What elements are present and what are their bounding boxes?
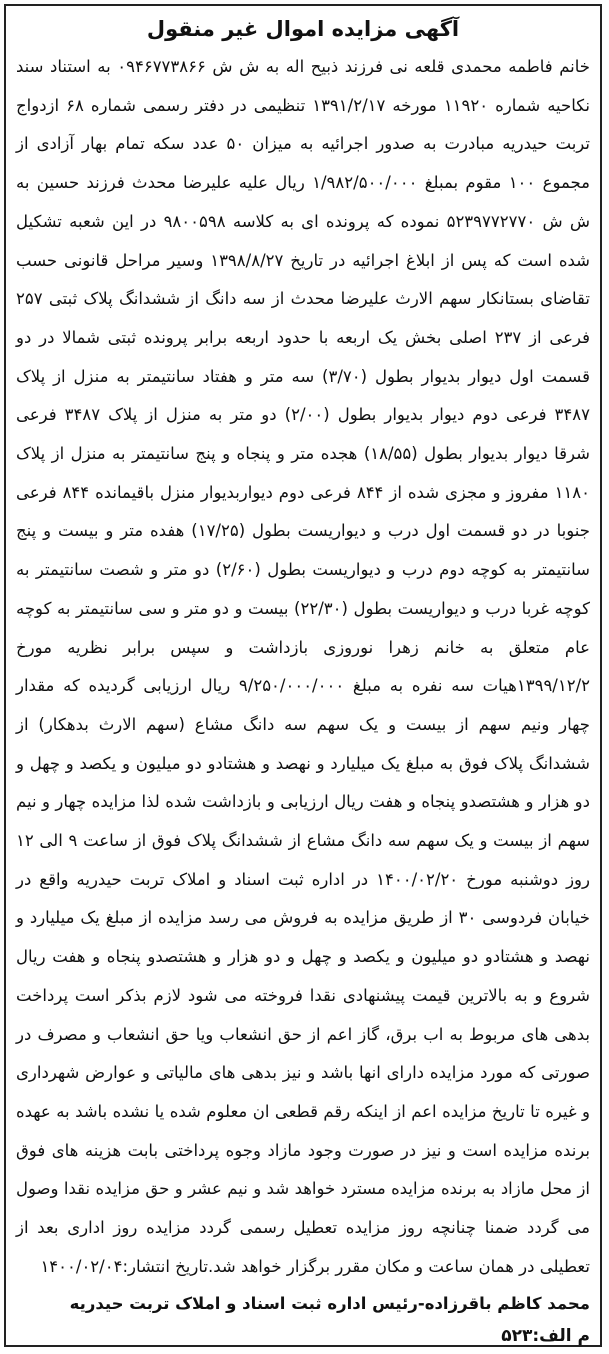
notice-code: م الف:۵۲۳ <box>501 1325 590 1346</box>
notice-signature: محمد کاظم باقرزاده-رئیس اداره ثبت اسناد و املاک تربت حیدریه <box>69 1293 590 1313</box>
auction-notice <box>4 4 602 1347</box>
notice-body: خانم فاطمه محمدی قلعه نی فرزند ذبیح اله به ش ش ۰۹۴۶۷۷۳۸۶۶ به استناد سند نکاحیه شماره ۱۱۹۲۰ مورخه ۱۳۹۱/۲/۱۷ تنظیمی در دفتر رسمی شماره ۶۸ ازدواج تربت حیدریه مبادرت به صدور اجرائیه به میزان ۵۰ عدد سکه تمام بهار آزادی از مجموع ۱۰۰ مقوم بمبلغ ۱/۹۸۲/۵۰۰/۰۰۰ ریال علیه علیرضا محدث فرزند حسین به ش ش ۵۲۳۹۷۷۲۷۷۰ نموده که پرونده ای به کلاسه ۹۸۰۰۵۹۸ در این شعبه تشکیل شده است که پس از ابلاغ اجرائیه در تاریخ ۱۳۹۸/۸/۲۷ وسیر مراحل قانونی حسب تقاضای بستانکار سهم الارث علیرضا محدث از سه دانگ از ششدانگ پلاک ثبتی ۲۵۷ فرعی از ۲۳۷ اصلی بخش یک اربعه با حدود اربعه برابر پرونده ثبتی شمالا در دو قسمت اول دیوار بدیوار بطول (۳/۷۰) سه متر و هفتاد سانتیمتر به منزل از پلاک ۳۴۸۷ فرعی دوم دیوار بدیوار بطول (۲/۰۰) دو متر به منزل از پلاک ۳۴۸۷ فرعی شرقا دیوار بدیوار بطول (۱۸/۵۵) هجده متر و پنجاه و پنج سانتیمتر به منزل از پلاک ۱۱۸۰ مفروز و مجزی شده از ۸۴۴ فرعی دوم دیواربدیوار منزل باقیمانده ۸۴۴ فرعی جنوبا در دو قسمت اول درب و دیواریست بطول (۱۷/۲۵) هفده متر و بیست و پنج سانتیمتر به کوچه دوم درب و دیواریست بطول (۲/۶۰) دو متر و شصت سانتیمتر به کوچه غربا درب و دیواریست بطول (۲۲/۳۰) بیست و دو متر و سی سانتیمتر به کوچه عام متعلق به خانم زهرا نوروزی بازداشت و سپس برابر نظریه مورخ ۱۳۹۹/۱۲/۲هیات سه نفره به مبلغ ۹/۲۵۰/۰۰۰/۰۰۰ ریال ارزیابی گردیده که مقدار چهار ونیم سهم از بیست و یک سهم سه دانگ مشاع (سهم الارث بدهکار) از ششدانگ پلاک فوق به مبلغ یک میلیارد و نهصد و هشتادو دو میلیون و یکصد و چهل و دو هزار و هشتصدو پنجاه و هفت ریال ارزیابی و بازداشت شده لذا مزایده چهار و نیم سهم از بیست و یک سهم سه دانگ مشاع از ششدانگ پلاک فوق از ساعت ۹ الی ۱۲ روز دوشنبه مورخ ۱۴۰۰/۰۲/۲۰ در اداره ثبت اسناد و املاک تربت حیدریه واقع در خیابان فردوسی ۳۰ از طریق مزایده به فروش می رسد مزایده از مبلغ یک میلیارد و نهصد و هشتادو دو میلیون و یکصد و چهل و دو هزار و هشتصدو پنجاه و هفت ریال شروع و به بالاترین قیمت پیشنهادی نقدا فروخته می شود لازم بذکر است پرداخت بدهی های مربوط به اب برق، گاز اعم از حق انشعاب ویا حق انشعاب و مصرف در صورتی که مورد مزایده دارای انها باشد و نیز بدهی های مالیاتی و عوارض شهرداری و غیره تا تاریخ مزایده اعم از اینکه رقم قطعی ان معلوم شده یا نشده باشد به عهده برنده مزایده است و نیز در صورت وجود مازاد وجوه پرداختی بابت هزینه های فوق از محل مازاد به برنده مزایده مسترد خواهد شد و نیم عشر و حق مزایده نقدا وصول می گردد ضمنا چنانچه روز مزایده تعطیل رسمی گردد مزایده روز اداری بعد از تعطیلی در همان ساعت و مکان مقرر برگزار خواهد شد.تاریخ انتشار:۱۴۰۰/۰۲/۰۴ <box>16 57 591 1276</box>
notice-title: آگهی مزایده اموال غیر منقول <box>146 17 460 41</box>
